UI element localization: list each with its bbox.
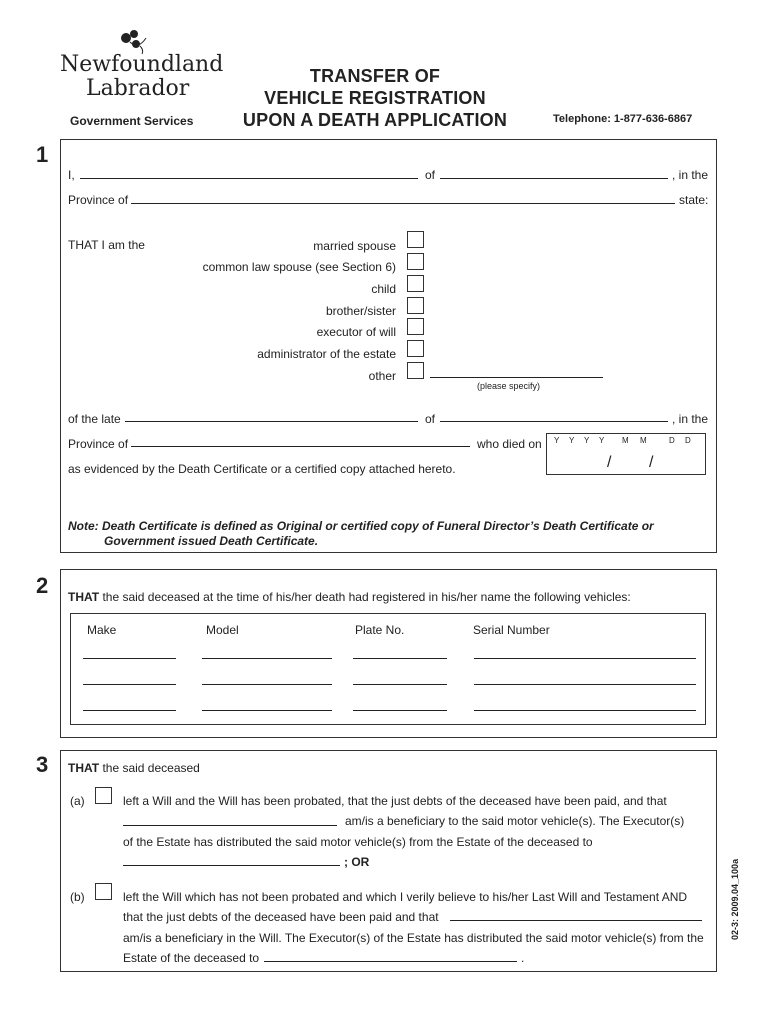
option-b-beneficiary-field[interactable] bbox=[450, 920, 702, 921]
please-specify-label: (please specify) bbox=[477, 381, 541, 391]
plate-field-2[interactable] bbox=[353, 684, 447, 685]
section-3-that: THAT bbox=[68, 761, 100, 775]
logo-text-labrador: Labrador bbox=[86, 76, 190, 101]
deceased-province-field[interactable] bbox=[131, 446, 470, 447]
option-b-checkbox[interactable] bbox=[95, 883, 112, 900]
option-b-period: . bbox=[521, 951, 525, 965]
section-number-1: 1 bbox=[36, 142, 49, 167]
option-b-line-2: that the just debts of the deceased have been paid and that bbox=[123, 910, 439, 924]
date-head-m1: M bbox=[622, 436, 629, 445]
married-spouse-checkbox[interactable] bbox=[407, 231, 424, 248]
column-make: Make bbox=[87, 623, 117, 637]
serial-field-3[interactable] bbox=[474, 710, 696, 711]
section-3-statement bbox=[68, 761, 200, 775]
common-law-checkbox[interactable] bbox=[407, 253, 424, 270]
evidence-statement: as evidenced by the Death Certificate or a certified copy attached hereto. bbox=[68, 462, 456, 476]
form-code: 02-3: 2009.04_100a bbox=[730, 858, 740, 940]
deceased-in-the-label: , in the bbox=[672, 412, 709, 426]
date-head-y3: Y bbox=[584, 436, 590, 445]
i-label: I, bbox=[68, 168, 75, 182]
make-field-1[interactable] bbox=[83, 658, 176, 659]
relation-common-law-label: common law spouse (see Section 6) bbox=[202, 260, 396, 274]
who-died-on-label: who died on bbox=[477, 437, 542, 451]
date-head-m2: M bbox=[640, 436, 647, 445]
administrator-checkbox[interactable] bbox=[407, 340, 424, 357]
note-line-2: Government issued Death Certificate. bbox=[104, 534, 319, 548]
note-line-1: Note: Death Certificate is defined as Original or certified copy of Funeral Director’s Death Certificate or bbox=[68, 519, 654, 533]
column-model: Model bbox=[206, 623, 239, 637]
province-label: Province of bbox=[68, 193, 129, 207]
in-the-label: , in the bbox=[672, 168, 709, 182]
of-label: of bbox=[425, 168, 436, 182]
option-a-distributed-to-field[interactable] bbox=[123, 865, 340, 866]
date-head-y1: Y bbox=[554, 436, 560, 445]
section-3-text: the said deceased bbox=[99, 761, 200, 775]
date-head-d1: D bbox=[669, 436, 675, 445]
option-a-checkbox[interactable] bbox=[95, 787, 112, 804]
option-a-line-3: of the Estate has distributed the said motor vehicle(s) from the Estate of the deceased to bbox=[123, 835, 593, 849]
serial-field-1[interactable] bbox=[474, 658, 696, 659]
column-plate-no: Plate No. bbox=[355, 623, 405, 637]
option-b-distributed-to-field[interactable] bbox=[264, 961, 517, 962]
title-line-2: VEHICLE REGISTRATION bbox=[264, 88, 486, 108]
option-a-line-1: left a Will and the Will has been probated, that the just debts of the deceased have been paid, and that bbox=[123, 794, 667, 808]
option-b-line-3: am/is a beneficiary in the Will. The Executor(s) of the Estate has distributed the said motor vehicle(s) from the bbox=[123, 931, 704, 945]
logo-text-newfoundland: Newfoundland bbox=[60, 52, 224, 77]
column-serial-number: Serial Number bbox=[473, 623, 550, 637]
province-field[interactable] bbox=[131, 203, 675, 204]
option-a-beneficiary-field[interactable] bbox=[123, 825, 337, 826]
model-field-3[interactable] bbox=[202, 710, 332, 711]
section-2-statement bbox=[68, 590, 631, 604]
section-2-that: THAT bbox=[68, 590, 100, 604]
of-the-late-label: of the late bbox=[68, 412, 121, 426]
address-field[interactable] bbox=[440, 178, 668, 179]
option-b-line-4: Estate of the deceased to bbox=[123, 951, 260, 965]
name-field[interactable] bbox=[80, 178, 418, 179]
date-head-d2: D bbox=[685, 436, 691, 445]
relation-executor-label: executor of will bbox=[316, 325, 396, 339]
that-i-am-label: THAT I am the bbox=[68, 238, 145, 252]
title-line-1: TRANSFER OF bbox=[309, 66, 441, 86]
date-head-y2: Y bbox=[569, 436, 575, 445]
deceased-province-label: Province of bbox=[68, 437, 129, 451]
deceased-name-field[interactable] bbox=[125, 421, 418, 422]
other-checkbox[interactable] bbox=[407, 362, 424, 379]
relation-sibling-label: brother/sister bbox=[325, 304, 396, 318]
department-name: Government Services bbox=[70, 114, 194, 128]
other-specify-field[interactable] bbox=[430, 377, 603, 378]
telephone: Telephone: 1-877-636-6867 bbox=[553, 113, 693, 125]
plate-field-1[interactable] bbox=[353, 658, 447, 659]
make-field-2[interactable] bbox=[83, 684, 176, 685]
child-checkbox[interactable] bbox=[407, 275, 424, 292]
date-slash-2: / bbox=[649, 454, 654, 471]
executor-checkbox[interactable] bbox=[407, 318, 424, 335]
model-field-2[interactable] bbox=[202, 684, 332, 685]
relation-administrator-label: administrator of the estate bbox=[257, 347, 396, 361]
make-field-3[interactable] bbox=[83, 710, 176, 711]
state-label: state: bbox=[679, 193, 709, 207]
option-a-line-2: am/is a beneficiary to the said motor vehicle(s). The Executor(s) bbox=[345, 814, 685, 828]
relation-child-label: child bbox=[371, 282, 396, 296]
section-number-2: 2 bbox=[36, 573, 49, 598]
deceased-of-label: of bbox=[425, 412, 436, 426]
model-field-1[interactable] bbox=[202, 658, 332, 659]
section-number-3: 3 bbox=[36, 752, 49, 777]
section-2-text: the said deceased at the time of his/her death had registered in his/her name the following vehicles: bbox=[99, 590, 631, 604]
section-1 bbox=[60, 139, 717, 553]
option-a-or: ; OR bbox=[344, 855, 370, 869]
title-line-3: UPON A DEATH APPLICATION bbox=[242, 110, 508, 130]
sibling-checkbox[interactable] bbox=[407, 297, 424, 314]
date-of-death-box[interactable] bbox=[546, 433, 706, 475]
date-slash-1: / bbox=[607, 454, 612, 471]
deceased-address-field[interactable] bbox=[440, 421, 668, 422]
option-a-label: (a) bbox=[70, 794, 85, 808]
option-b-line-1: left the Will which has not been probated and which I verily believe to his/her Last Will and Testament AND bbox=[123, 890, 688, 904]
option-b-label: (b) bbox=[70, 890, 85, 904]
serial-field-2[interactable] bbox=[474, 684, 696, 685]
plate-field-3[interactable] bbox=[353, 710, 447, 711]
relation-other-label: other bbox=[368, 369, 396, 383]
date-head-y4: Y bbox=[599, 436, 605, 445]
relation-married-spouse-label: married spouse bbox=[313, 239, 396, 253]
